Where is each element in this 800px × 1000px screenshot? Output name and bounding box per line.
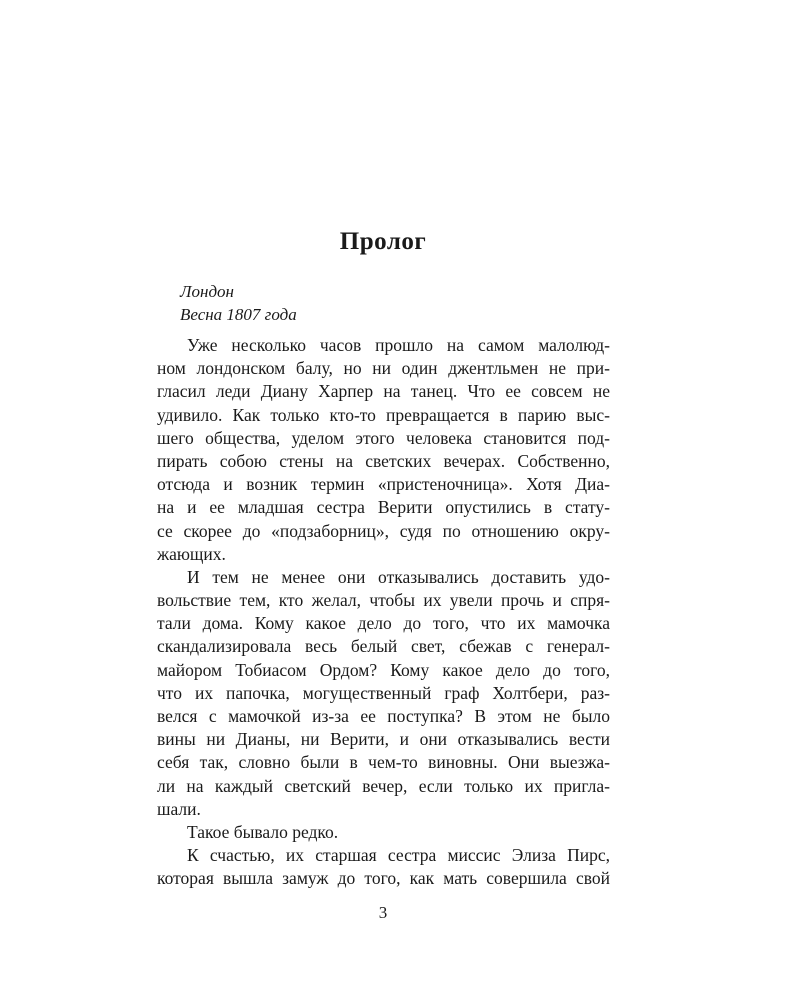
text-line: которая вышла замуж до того, как мать совершила свой — [157, 868, 610, 889]
text-line: себя так, словно были в чем-то виновны. Они выезжа- — [157, 752, 610, 773]
text-line: тали дома. Кому какое дело до того, что их мамочка — [157, 613, 610, 634]
chapter-title: Пролог — [339, 228, 427, 255]
text-line: Такое бывало редко. — [187, 821, 339, 842]
text-line: майором Тобиасом Ордом? Кому какое дело до того, — [157, 659, 610, 680]
date-label: Весна 1807 года — [180, 305, 297, 324]
text-line: на и ее младшая сестра Верити опустились в стату- — [157, 497, 610, 518]
text-line: велся с мамочкой из-за ее поступка? В этом не было — [157, 706, 610, 726]
text-line: се скорее до «подзаборниц», судя по отношению окру- — [157, 520, 610, 541]
chapter-epigraph — [180, 280, 297, 326]
text-line: удивило. Как только кто-то превращается в парию выс- — [157, 404, 610, 425]
text-line: отсюда и возник термин «пристеночница». Хотя Диа- — [157, 474, 610, 495]
text-line: скандализировала весь белый свет, сбежав с генерал- — [157, 636, 610, 657]
text-line: вины ни Дианы, ни Верити, и они отказывались вести — [157, 729, 610, 750]
text-line: пирать собою стены на светских вечерах. Собственно, — [157, 450, 610, 471]
text-line: И тем не менее они отказывались доставить удо- — [187, 566, 610, 587]
text-line: гласил леди Диану Харпер на танец. Что ее совсем не — [157, 381, 610, 402]
place-label: Лондон — [180, 282, 234, 301]
text-line: жающих. — [157, 543, 226, 564]
text-line: шали. — [157, 798, 201, 819]
text-line: вольствие тем, кто желал, чтобы их увели прочь и спря- — [157, 590, 610, 611]
text-line: что их папочка, могущественный граф Холтбери, раз- — [157, 682, 610, 703]
body-text — [157, 334, 610, 891]
page-number: 3 — [378, 903, 388, 922]
text-line: К счастью, их старшая сестра миссис Элиза Пирс, — [187, 845, 610, 866]
text-line: ном лондонском балу, но ни один джентльмен не при- — [157, 358, 610, 379]
text-line: Уже несколько часов прошло на самом малолюд- — [187, 335, 610, 355]
text-line: шего общества, уделом этого человека становится под- — [157, 427, 610, 448]
text-line: ли на каждый светский вечер, если только их пригла- — [157, 775, 610, 796]
